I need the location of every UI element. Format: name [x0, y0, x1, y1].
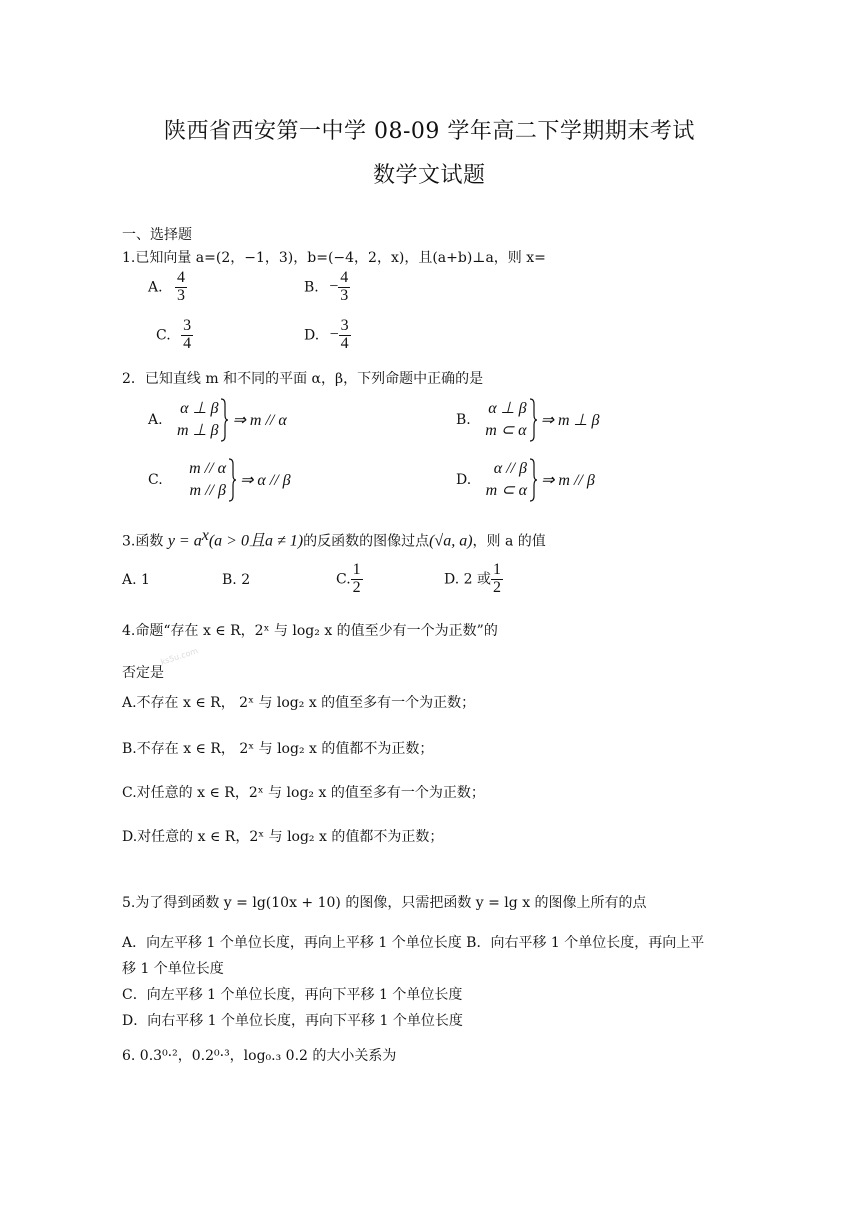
q6-stem: 6. 0.3⁰·²，0.2⁰·³，log₀.₃ 0.2 的大小关系为 [122, 1048, 397, 1064]
q1-option-a [148, 270, 187, 305]
q3-formula: y = a [167, 532, 202, 550]
q1-c-den: 4 [183, 334, 192, 352]
q2-a-line2: m ⊥ β [177, 422, 219, 439]
title-line-2: 数学文试题 [373, 163, 486, 188]
q3-prefix: 3.函数 [122, 533, 164, 550]
q2-b-result: ⇒ m ⊥ β [540, 412, 600, 429]
q2-b-lines [485, 398, 526, 442]
q3-d-fraction [491, 562, 503, 597]
q2-c-line1: m // α [189, 460, 226, 477]
q3-option-c [336, 562, 363, 597]
q2-c-system [189, 458, 291, 502]
q1-a-num: 4 [177, 269, 186, 286]
q1-option-b [304, 270, 350, 305]
q3-d-num: 1 [492, 561, 501, 578]
q4-stem: 4.命题“存在 x ∈ R，2ˣ 与 log₂ x 的值至少有一个为正数”的 [122, 623, 498, 639]
q3-mid: 的反函数的图像过点 [303, 533, 430, 550]
title-line-1: 陕西省西安第一中学 08-09 学年高二下学期期末考试 [164, 119, 695, 144]
q2-b-system [485, 398, 599, 442]
q1-a-den: 3 [177, 286, 186, 304]
q3-suffix: ，则 a 的值 [472, 533, 546, 550]
q2-d-system [486, 458, 595, 502]
q3-point: (√a, a) [429, 532, 473, 550]
q1-c-num: 3 [183, 317, 192, 334]
q3-option-b: B. 2 [222, 572, 251, 588]
q2-c-line2: m // β [189, 482, 226, 499]
q2-d-line1: α // β [493, 460, 527, 477]
q5-option-d: D．向右平移 1 个单位长度，再向下平移 1 个单位长度 [122, 1013, 463, 1029]
q3-option-a: A. 1 [122, 572, 150, 588]
q1-d-den: 4 [340, 334, 349, 352]
q3-d-label: D. 2 或 [444, 571, 491, 588]
q1-b-sign: − [329, 278, 339, 296]
q4-option-c: C.对任意的 x ∈ R，2ˣ 与 log₂ x 的值至多有一个为正数； [122, 785, 485, 801]
q1-b-fraction [338, 270, 350, 305]
q5-option-c: C．向左平移 1 个单位长度，再向下平移 1 个单位长度 [122, 987, 463, 1003]
q1-b-den: 3 [340, 286, 349, 304]
q2-option-a [148, 398, 287, 442]
q5-option-ab: A．向左平移 1 个单位长度，再向上平移 1 个单位长度 B．向右平移 1 个单位长度，再向上平 [122, 935, 705, 951]
q1-option-d [304, 318, 351, 353]
q2-a-line1: α ⊥ β [180, 400, 219, 417]
q3-cond: (a > 0且a ≠ 1) [208, 532, 304, 550]
q3-c-num: 1 [352, 561, 361, 578]
q2-option-d [456, 458, 595, 502]
q1-b-num: 4 [340, 269, 349, 286]
q5-stem: 5.为了得到函数 y = lg(10x + 10) 的图像，只需把函数 y = lg x 的图像上所有的点 [122, 895, 647, 911]
q1-b-label: B. [304, 279, 319, 296]
q3-c-fraction [351, 562, 363, 597]
q3-exp: x [201, 527, 209, 544]
section-heading: 一、选择题 [122, 227, 192, 243]
q1-stem: 1.已知向量 a=(2，−1，3)，b=(−4，2，x)，且(a+b)⊥a，则 x= [122, 250, 546, 266]
q2-d-result: ⇒ m // β [541, 472, 595, 489]
q2-a-label: A. [148, 412, 163, 428]
q1-d-num: 3 [340, 317, 349, 334]
q2-c-label: C. [148, 472, 163, 488]
q3-option-d [444, 562, 503, 597]
q2-b-line2: m ⊂ α [485, 422, 527, 439]
q1-a-fraction [175, 270, 187, 305]
q1-d-label: D. [304, 327, 320, 344]
q2-d-label: D. [456, 472, 472, 488]
q4-option-a: A.不存在 x ∈ R， 2ˣ 与 log₂ x 的值至多有一个为正数； [122, 695, 476, 711]
q2-b-label: B. [456, 412, 471, 428]
q5-option-ab-cont: 移 1 个单位长度 [122, 961, 224, 977]
watermark-logo: ks5u.com [159, 646, 200, 667]
q2-c-lines [189, 458, 226, 502]
right-brace-icon [220, 398, 229, 442]
q3-c-label: C. [336, 571, 351, 588]
q1-option-c [156, 318, 193, 353]
q2-d-lines [486, 458, 527, 502]
right-brace-icon [529, 458, 538, 502]
q1-a-label: A. [148, 279, 163, 296]
q2-a-system [177, 398, 287, 442]
q1-c-label: C. [156, 327, 171, 344]
q2-b-line1: α ⊥ β [488, 400, 527, 417]
q2-option-c [148, 458, 291, 502]
q4-option-b: B.不存在 x ∈ R， 2ˣ 与 log₂ x 的值都不为正数； [122, 741, 434, 757]
q2-stem: 2．已知直线 m 和不同的平面 α，β，下列命题中正确的是 [122, 371, 484, 387]
q2-a-lines [177, 398, 218, 442]
q1-c-fraction [181, 318, 193, 353]
q3-c-den: 2 [352, 578, 361, 596]
q2-a-result: ⇒ m // α [232, 412, 287, 429]
q4-stem-2: 否定是 [122, 665, 164, 681]
right-brace-icon [228, 458, 237, 502]
q3-d-den: 2 [492, 578, 501, 596]
q1-d-fraction [339, 318, 351, 353]
right-brace-icon [529, 398, 538, 442]
q1-d-sign: − [329, 326, 339, 344]
q2-c-result: ⇒ α // β [239, 472, 291, 489]
q3-stem [122, 527, 546, 551]
q2-d-line2: m ⊂ α [485, 482, 527, 499]
q2-option-b [456, 398, 599, 442]
q4-option-d: D.对任意的 x ∈ R，2ˣ 与 log₂ x 的值都不为正数； [122, 829, 444, 845]
